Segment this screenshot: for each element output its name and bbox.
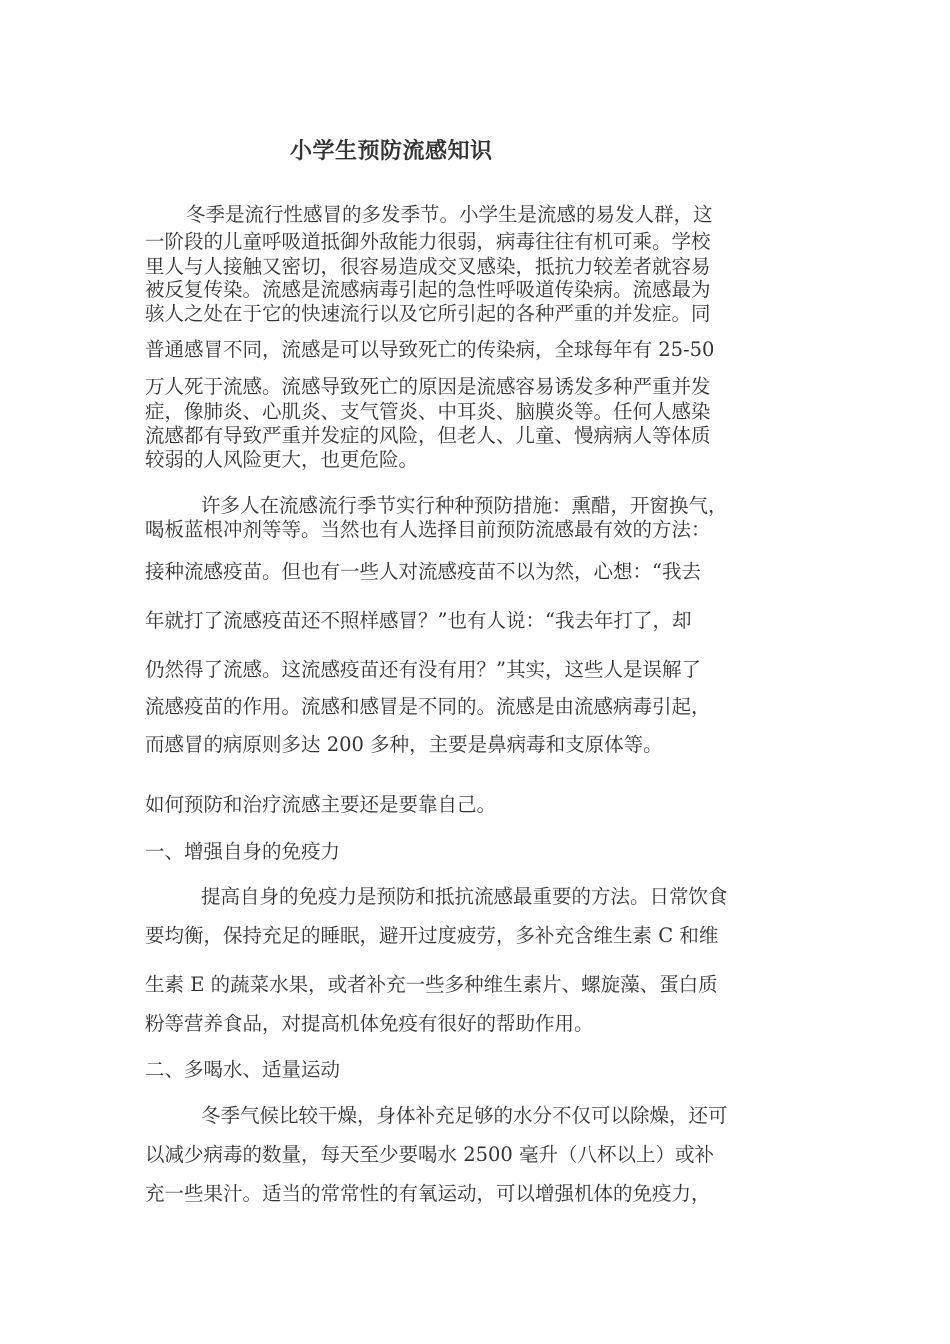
paragraph-line: 流感疫苗的作用。流感和感冒是不同的。流感是由流感病毒引起，	[145, 695, 711, 718]
paragraph-line: 许多人在流感流行季节实行种种预防措施：熏醋，开窗换气，	[201, 494, 728, 517]
paragraph-line: 冬季气候比较干燥，身体补充足够的水分不仅可以除燥，还可	[201, 1104, 728, 1127]
paragraph-line: 提高自身的免疫力是预防和抵抗流感最重要的方法。日常饮食	[201, 885, 728, 908]
paragraph-line: 较弱的人风险更大，也更危险。	[145, 448, 419, 471]
paragraph-line: 喝板蓝根冲剂等等。当然也有人选择目前预防流感最有效的方法：	[145, 518, 711, 541]
paragraph-line: 年就打了流感疫苗还不照样感冒？”也有人说：“我去年打了，却	[145, 609, 692, 632]
paragraph-line: 被反复传染。流感是流感病毒引起的急性呼吸道传染病。流感最为	[145, 278, 711, 301]
paragraph-line: 流感都有导致严重并发症的风险，但老人、儿童、慢病病人等体质	[145, 424, 711, 447]
paragraph-line: 要均衡，保持充足的睡眠，避开过度疲劳，多补充含维生素 C 和维	[145, 924, 719, 947]
paragraph-line: 一阶段的儿童呼吸道抵御外敌能力很弱，病毒往往有机可乘。学校	[145, 230, 711, 253]
paragraph-line: 普通感冒不同，流感是可以导致死亡的传染病，全球每年有 25-50	[145, 338, 715, 361]
paragraph-line: 骇人之处在于它的快速流行以及它所引起的各种严重的并发症。同	[145, 302, 711, 325]
paragraph-line: 生素 E 的蔬菜水果，或者补充一些多种维生素片、螺旋藻、蛋白质	[145, 973, 718, 996]
paragraph-line: 粉等营养食品，对提高机体免疫有很好的帮助作用。	[145, 1012, 594, 1035]
paragraph-line: 里人与人接触又密切，很容易造成交叉感染，抵抗力较差者就容易	[145, 255, 711, 278]
paragraph-line: 如何预防和治疗流感主要还是要靠自己。	[145, 793, 497, 816]
paragraph-line: 症，像肺炎、心肌炎、支气管炎、中耳炎、脑膜炎等。任何人感染	[145, 400, 711, 423]
section-heading: 一、增强自身的免疫力	[145, 840, 341, 863]
paragraph-line: 而感冒的病原则多达 200 多种，主要是鼻病毒和支原体等。	[145, 733, 663, 756]
paragraph-line: 以减少病毒的数量，每天至少要喝水 2500 毫升（八杯以上）或补	[145, 1143, 715, 1166]
paragraph-line: 充一些果汁。适当的常常性的有氧运动，可以增强机体的免疫力，	[145, 1182, 711, 1205]
paragraph-line: 冬季是流行性感冒的多发季节。小学生是流感的易发人群，这	[186, 203, 713, 226]
paragraph-line: 接种流感疫苗。但也有一些人对流感疫苗不以为然，心想：“我去	[145, 560, 701, 583]
section-heading: 二、多喝水、适量运动	[145, 1058, 341, 1081]
paragraph-line: 仍然得了流感。这流感疫苗还有没有用？”其实，这些人是误解了	[145, 658, 701, 681]
document-title: 小学生预防流感知识	[290, 138, 493, 164]
paragraph-line: 万人死于流感。流感导致死亡的原因是流感容易诱发多种严重并发	[145, 375, 711, 398]
